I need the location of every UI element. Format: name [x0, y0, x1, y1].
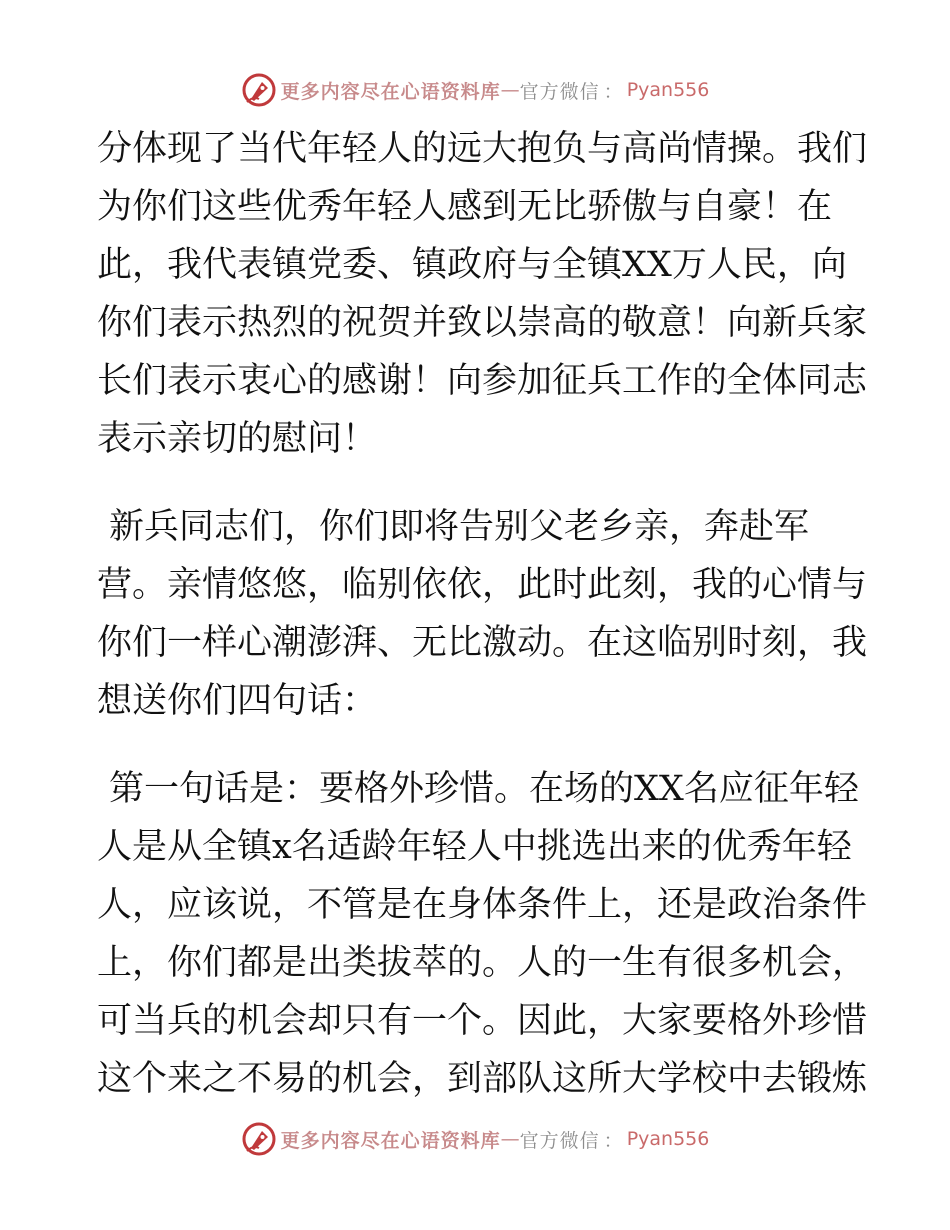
banner-wechat-label: 官方微信 [519, 80, 600, 103]
text-line: 想送你们四句话： [97, 681, 378, 721]
text-line: 你们表示热烈的祝贺并致以崇高的敬意！向新兵家 [97, 303, 868, 343]
document-body [97, 120, 868, 1108]
text-line: 第一句话是：要格外珍惜。在场的XX名应征年轻 [109, 769, 859, 809]
banner-colon: ： [603, 1129, 623, 1152]
text-line: 营。亲情悠悠，临别依依，此时此刻，我的心情与 [97, 565, 868, 605]
footer-banner [0, 1119, 950, 1159]
banner-title: 更多内容尽在心语资料库 [280, 80, 501, 103]
text-line: 上，你们都是出类拔萃的。人的一生有很多机会， [97, 943, 868, 983]
text-line: 这个来之不易的机会，到部队这所大学校中去锻炼 [97, 1059, 868, 1099]
text-line: 新兵同志们，你们即将告别父老乡亲，奔赴军 [109, 507, 810, 547]
text-line: 你们一样心潮澎湃、无比激动。在这临别时刻，我 [97, 623, 868, 663]
pen-nib-circle-icon [241, 1121, 277, 1157]
banner-wechat-label: 官方微信 [519, 1129, 600, 1152]
text-line: 为你们这些优秀年轻人感到无比骄傲与自豪！在 [97, 187, 833, 227]
header-banner [0, 70, 950, 110]
text-line: 此，我代表镇党委、镇政府与全镇XX万人民，向 [97, 245, 847, 285]
text-line: 长们表示衷心的感谢！向参加征兵工作的全体同志 [97, 361, 868, 401]
text-line: 表示亲切的慰问！ [97, 419, 378, 459]
text-line: 人是从全镇x名适龄年轻人中挑选出来的优秀年轻 [97, 827, 852, 867]
banner-dash: — [500, 1128, 520, 1150]
banner-dash: — [500, 79, 520, 101]
banner-colon: ： [603, 80, 623, 103]
paragraph-3 [97, 760, 868, 1108]
banner-wechat-id: Pyan556 [626, 79, 710, 101]
text-line: 分体现了当代年轻人的远大抱负与高尚情操。我们 [97, 129, 868, 169]
banner-title: 更多内容尽在心语资料库 [280, 1129, 501, 1152]
paragraph-2 [97, 498, 868, 730]
paragraph-1 [97, 120, 868, 468]
banner-wechat-id: Pyan556 [626, 1128, 710, 1150]
text-line: 可当兵的机会却只有一个。因此，大家要格外珍惜 [97, 1001, 868, 1041]
text-line: 人，应该说，不管是在身体条件上，还是政治条件 [97, 885, 868, 925]
pen-nib-circle-icon [241, 72, 277, 108]
